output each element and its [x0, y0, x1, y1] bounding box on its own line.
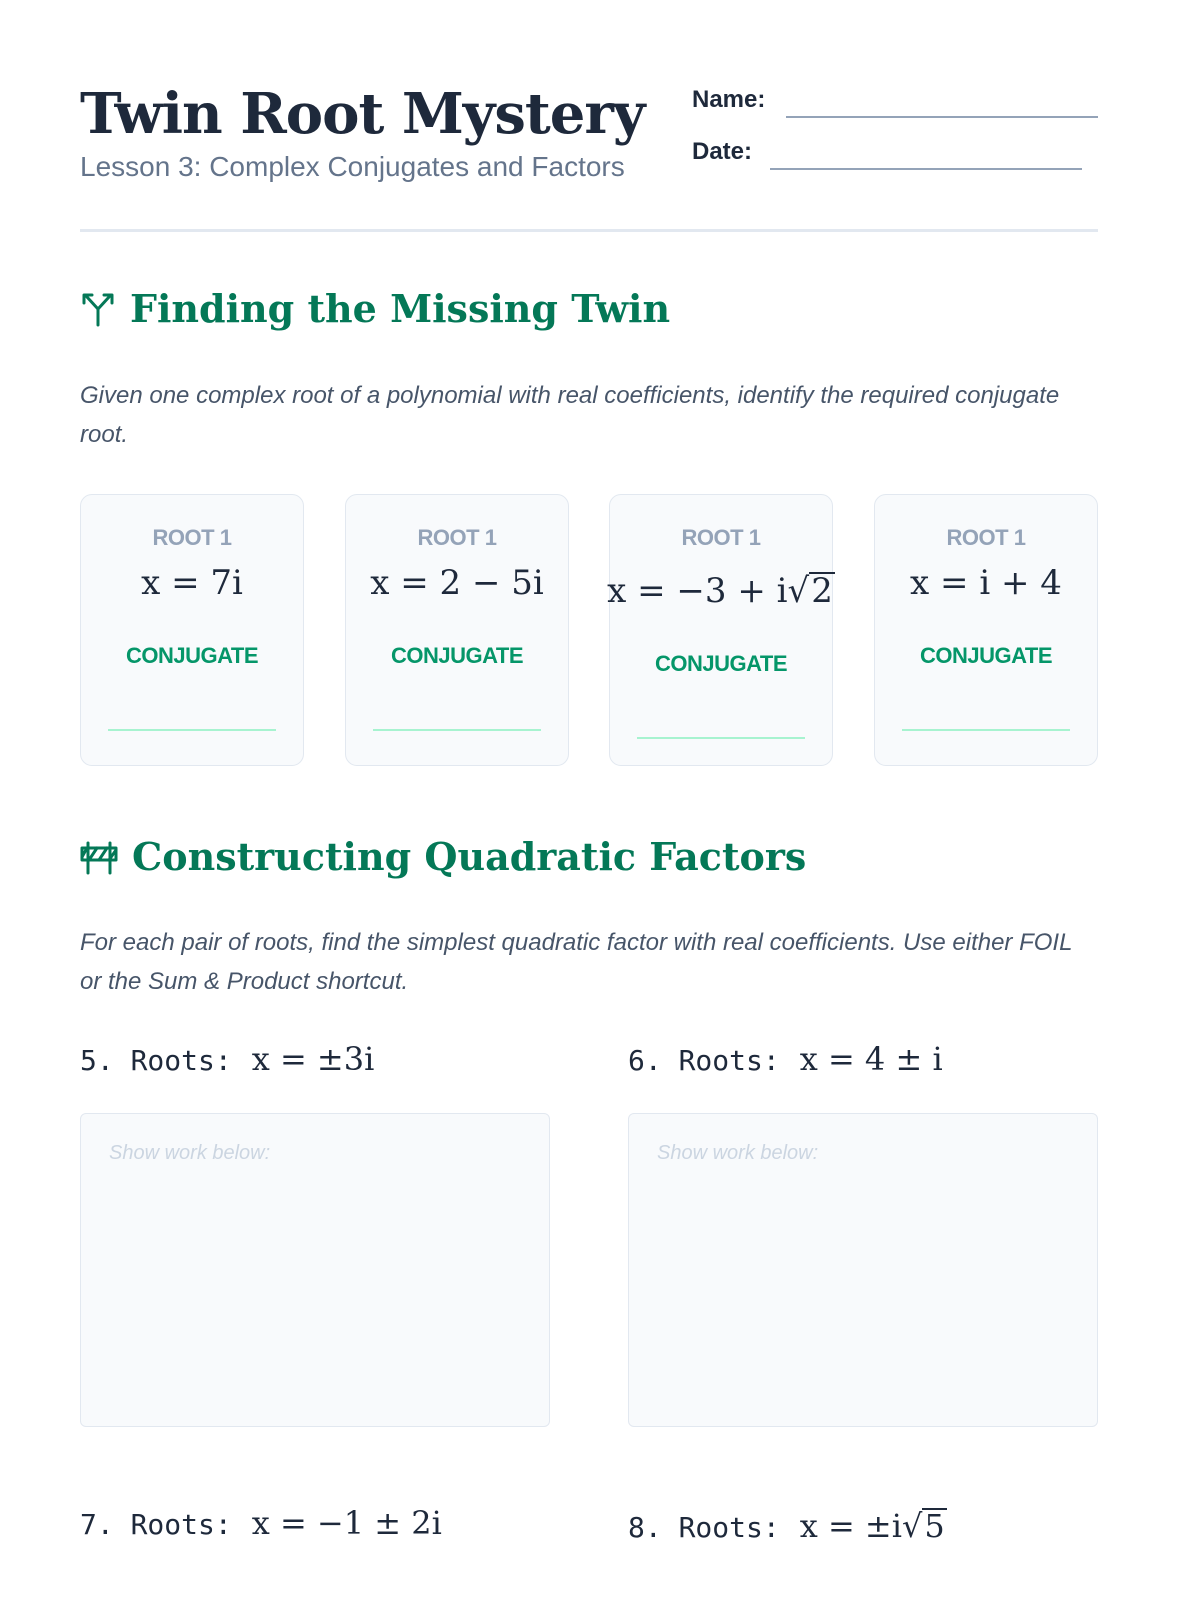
root-card: [80, 494, 304, 766]
root-label: ROOT 1: [152, 525, 232, 550]
split-arrows-icon: [80, 291, 116, 327]
work-hint: Show work below:: [657, 1142, 819, 1164]
section-heading-quadratic-factors: [80, 834, 806, 879]
header-divider: [80, 229, 1098, 232]
roadblock-icon: [80, 839, 118, 875]
root-expression: [61, 563, 323, 603]
radical-sign: √: [901, 1507, 923, 1545]
name-label: Name:: [692, 86, 766, 113]
date-field[interactable]: [770, 168, 1082, 170]
problem-8: [628, 1507, 947, 1545]
section-title-text: Finding the Missing Twin: [130, 286, 671, 331]
root-expression-text: x = 7i: [141, 563, 243, 603]
problem-label: 5. Roots:: [80, 1044, 232, 1077]
section-heading-missing-twin: [80, 286, 670, 331]
conjugate-label: CONJUGATE: [391, 643, 523, 668]
problem-label: 6. Roots:: [628, 1044, 780, 1077]
worksheet-subtitle: Lesson 3: Complex Conjugates and Factors: [80, 151, 625, 182]
conjugate-label: CONJUGATE: [920, 643, 1052, 668]
root-label: ROOT 1: [417, 525, 497, 550]
work-area-6[interactable]: [628, 1113, 1098, 1427]
section-instructions: Given one complex root of a polynomial with real coefficients, identify the required conjugate root.: [80, 382, 1060, 448]
work-hint: Show work below:: [109, 1142, 271, 1164]
worksheet-page: [80, 0, 1098, 1600]
section-instructions: For each pair of roots, find the simplest quadratic factor with real coefficients. Use either FOIL or the Sum & Product shortcut.: [80, 929, 1073, 995]
problem-5: [80, 1040, 374, 1078]
work-area-5[interactable]: [80, 1113, 550, 1427]
conjugate-answer-line[interactable]: [637, 737, 805, 739]
root-card: [874, 494, 1098, 766]
problem-roots: x = ±3i: [251, 1040, 375, 1078]
radicand: 2: [811, 571, 833, 611]
problem-6: [628, 1040, 943, 1078]
conjugate-answer-line[interactable]: [373, 729, 541, 731]
worksheet-header: [80, 80, 1098, 230]
section-title-text: Constructing Quadratic Factors: [132, 834, 807, 879]
root-label: ROOT 1: [681, 525, 761, 550]
root-cards: [80, 494, 1098, 766]
root-expression: [590, 571, 852, 611]
problem-roots: [800, 1507, 947, 1545]
problem-label: 7. Roots:: [80, 1508, 232, 1541]
name-field[interactable]: [786, 116, 1098, 118]
problem-roots: x = −1 ± 2i: [251, 1504, 442, 1542]
problem-roots: x = 4 ± i: [799, 1040, 943, 1078]
root-expression: [855, 563, 1117, 603]
root-expression-text: x = i + 4: [910, 563, 1062, 603]
root-expression-text: x = 2 − 5i: [370, 563, 544, 603]
problem-roots-text: x = ±i: [799, 1507, 902, 1545]
worksheet-title: Twin Root Mystery: [80, 81, 645, 147]
conjugate-label: CONJUGATE: [655, 651, 787, 676]
radical-sign: √: [787, 571, 810, 611]
root-card: [609, 494, 833, 766]
root-label: ROOT 1: [946, 525, 1026, 550]
radicand: 5: [924, 1507, 945, 1545]
conjugate-answer-line[interactable]: [902, 729, 1070, 731]
root-expression: [326, 563, 588, 603]
conjugate-answer-line[interactable]: [108, 729, 276, 731]
problem-7: [80, 1504, 442, 1542]
problem-label: 8. Roots:: [628, 1511, 780, 1544]
date-label: Date:: [692, 138, 753, 165]
root-expression-text: x = −3 + i: [607, 571, 788, 611]
root-card: [345, 494, 569, 766]
conjugate-label: CONJUGATE: [126, 643, 258, 668]
